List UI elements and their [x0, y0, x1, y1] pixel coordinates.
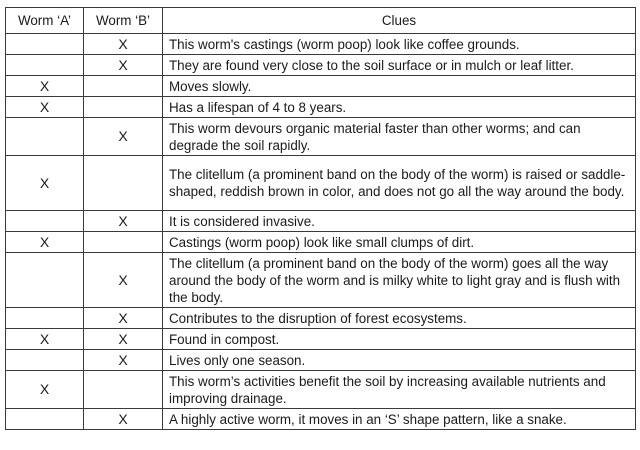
- worm-a-mark: X: [6, 232, 84, 253]
- clue-text: Has a lifespan of 4 to 8 years.: [163, 97, 636, 118]
- table-row: [6, 409, 636, 430]
- header-worm-b: Worm ‘B’: [84, 8, 163, 34]
- worm-b-mark: X: [84, 350, 163, 371]
- table-row: [6, 350, 636, 371]
- header-clues: Clues: [163, 8, 636, 34]
- worm-b-mark: X: [84, 55, 163, 76]
- clue-text: They are found very close to the soil surface or in mulch or leaf litter.: [163, 55, 636, 76]
- worm-clues-table: [5, 7, 636, 430]
- clue-text: Found in compost.: [163, 329, 636, 350]
- worm-a-mark: [6, 409, 84, 430]
- worm-a-mark: X: [6, 156, 84, 211]
- table-row: [6, 97, 636, 118]
- table-row: [6, 34, 636, 55]
- header-worm-a: Worm ‘A’: [6, 8, 84, 34]
- worm-a-mark: [6, 118, 84, 156]
- worm-a-mark: [6, 253, 84, 308]
- worm-a-mark: [6, 350, 84, 371]
- table-row: [6, 232, 636, 253]
- clue-text: Castings (worm poop) look like small clumps of dirt.: [163, 232, 636, 253]
- worm-a-mark: [6, 308, 84, 329]
- table-row: [6, 371, 636, 409]
- table-row: [6, 118, 636, 156]
- worm-b-mark: X: [84, 211, 163, 232]
- worm-b-mark: X: [84, 118, 163, 156]
- table-row: [6, 55, 636, 76]
- clue-text: Moves slowly.: [163, 76, 636, 97]
- clue-text: Lives only one season.: [163, 350, 636, 371]
- clue-text: It is considered invasive.: [163, 211, 636, 232]
- worm-b-mark: [84, 97, 163, 118]
- header-row: [6, 8, 636, 34]
- worm-a-mark: X: [6, 97, 84, 118]
- table-row: [6, 308, 636, 329]
- worm-b-mark: [84, 76, 163, 97]
- worm-a-mark: X: [6, 76, 84, 97]
- clue-text: This worm's castings (worm poop) look like coffee grounds.: [163, 34, 636, 55]
- table-row: [6, 329, 636, 350]
- clue-text: A highly active worm, it moves in an ‘S’ shape pattern, like a snake.: [163, 409, 636, 430]
- worm-a-mark: [6, 55, 84, 76]
- worm-b-mark: X: [84, 329, 163, 350]
- worm-b-mark: [84, 371, 163, 409]
- clue-text: This worm devours organic material faster than other worms; and can degrade the soil rapidly.: [163, 118, 636, 156]
- worm-a-mark: [6, 34, 84, 55]
- table-body: [6, 34, 636, 430]
- worm-a-mark: X: [6, 329, 84, 350]
- worm-a-mark: [6, 211, 84, 232]
- worm-b-mark: X: [84, 34, 163, 55]
- worm-b-mark: X: [84, 409, 163, 430]
- table-row: [6, 76, 636, 97]
- clue-text: The clitellum (a prominent band on the body of the worm) is raised or saddle-shaped, reddish brown in color, and does not go all the way around the body.: [163, 156, 636, 211]
- worm-b-mark: X: [84, 253, 163, 308]
- worm-b-mark: [84, 156, 163, 211]
- table-row: [6, 156, 636, 211]
- clue-text: Contributes to the disruption of forest ecosystems.: [163, 308, 636, 329]
- clue-text: The clitellum (a prominent band on the body of the worm) goes all the way around the body of the worm and is milky white to light gray and is flush with the body.: [163, 253, 636, 308]
- table-row: [6, 211, 636, 232]
- worm-b-mark: X: [84, 308, 163, 329]
- worm-a-mark: X: [6, 371, 84, 409]
- worm-b-mark: [84, 232, 163, 253]
- table-row: [6, 253, 636, 308]
- clue-text: This worm’s activities benefit the soil by increasing available nutrients and improving drainage.: [163, 371, 636, 409]
